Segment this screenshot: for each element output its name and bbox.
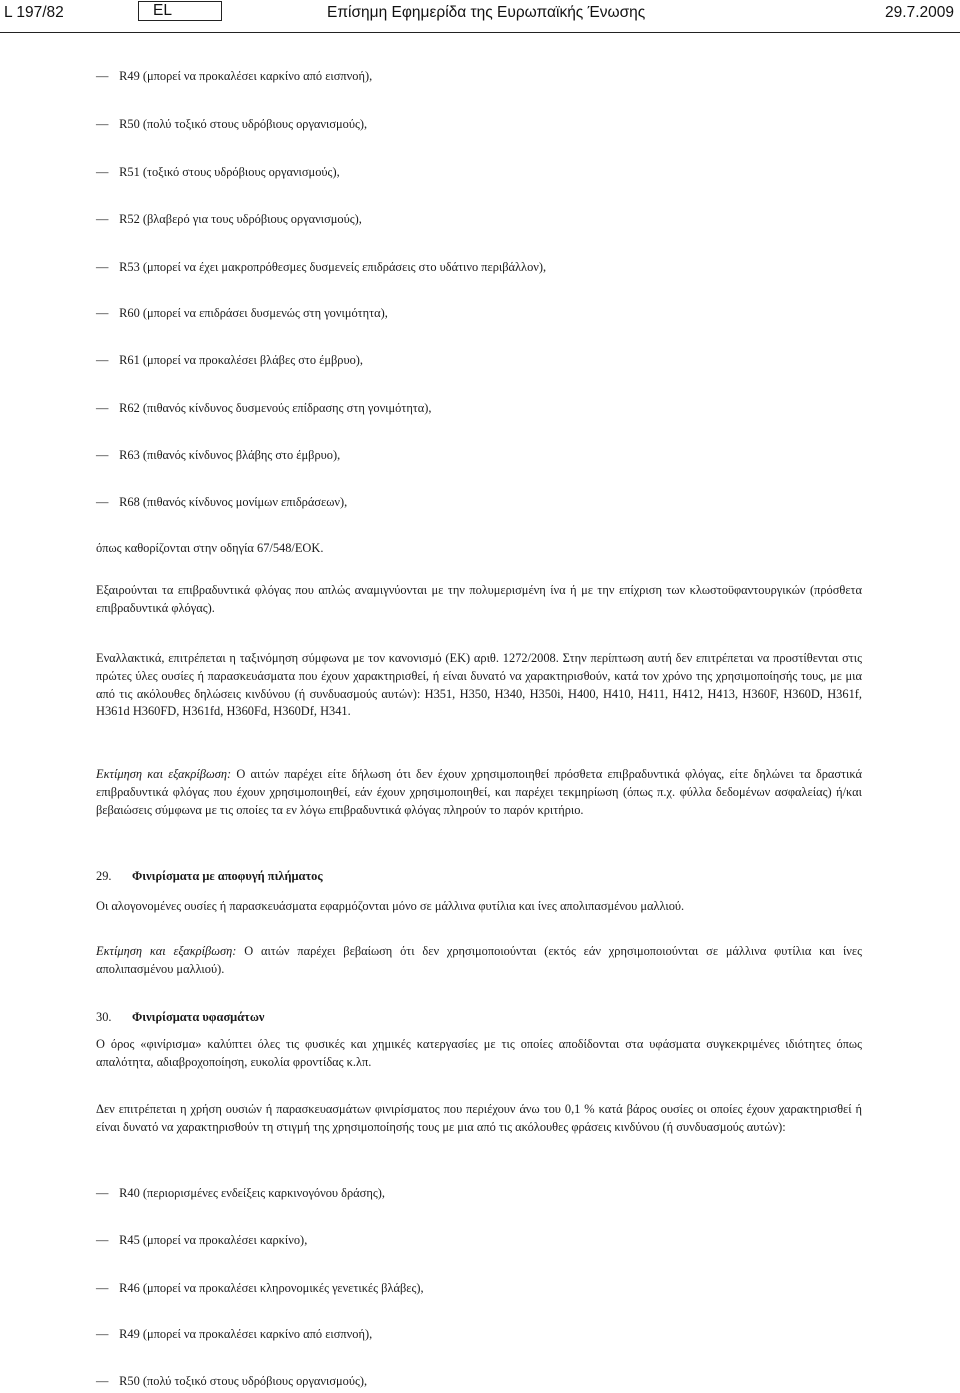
section-30-text-1: Ο όρος «φινίρισμα» καλύπτει όλες τις φυσικές και χημικές κατεργασίες με τις οποίες αποδίδονται στα υφάσματα συγκεκριμένες ιδιότητες όπως απαλότητα, αδιαβροχοποίηση, ευκολία φροντίδας κ.λπ. [96, 1037, 862, 1069]
section-30-text-2: Δεν επιτρέπεται η χρήση ουσιών ή παρασκευασμάτων φινιρίσματος που περιέχουν άνω του 0,1 % κατά βάρος ουσίες οι οποίες έχουν χαρακτηρισθεί ή είναι δυνατό να χαρακτηρισθούν τη στιγμή της χρησιμοποίησής τους με μια από τις ακόλουθες φράσεις κινδύνου (ή συνδυασμούς αυτών): [96, 1102, 862, 1134]
section-29-text: Οι αλογονομένες ουσίες ή παρασκευάσματα εφαρμόζονται μόνο σε μάλλινα φυτίλια και ίνες απολιπασμένου μαλλιού. [96, 899, 685, 913]
list-item: — R50 (πολύ τοξικό στους υδρόβιους οργανισμούς), [96, 1374, 368, 1388]
list-item: — R49 (μπορεί να προκαλέσει καρκίνο από εισπνοή), [96, 1327, 373, 1341]
language-box: EL [138, 1, 222, 21]
list-item: — R68 (πιθανός κίνδυνος μονίμων επιδράσεων), [96, 495, 348, 509]
publication-date: 29.7.2009 [885, 4, 954, 21]
list-item: — R46 (μπορεί να προκαλέσει κληρονομικές γενετικές βλάβες), [96, 1281, 424, 1295]
exemption-paragraph: Εξαιρούνται τα επιβραδυντικά φλόγας που απλώς αναμιγνύονται με την πολυμερισμένη ίνα ή με την επίχριση των κλωστοϋφαντουργικών (πρόσθετα επιβραδυντικά φλόγας). [96, 583, 862, 615]
list-item: — R40 (περιορισμένες ενδείξεις καρκινογόνου δράσης), [96, 1186, 385, 1200]
list-item: — R49 (μπορεί να προκαλέσει καρκίνο από εισπνοή), [96, 69, 373, 83]
journal-title: Επίσημη Εφημερίδα της Ευρωπαϊκής Ένωσης [327, 4, 646, 21]
section-29-assessment: Εκτίμηση και εξακρίβωση: Ο αιτών παρέχει βεβαίωση ότι δεν χρησιμοποιούνται (εκτός εάν χρησιμοποιούνται σε μάλλινα φυτίλια και ίνες απολιπασμένου μαλλιού). [96, 944, 862, 976]
list-item: — R51 (τοξικό στους υδρόβιους οργανισμούς), [96, 165, 340, 179]
directive-reference: όπως καθορίζονται στην οδηγία 67/548/ΕΟΚ. [96, 541, 324, 555]
list-item: — R52 (βλαβερό για τους υδρόβιους οργανισμούς), [96, 212, 362, 226]
section-30-heading: 30. Φινιρίσματα υφασμάτων [96, 1010, 265, 1024]
flame-retardant-assessment [96, 766, 862, 819]
list-item: — R45 (μπορεί να προκαλέσει καρκίνο), [96, 1233, 308, 1247]
section-29-heading: 29. Φινιρίσματα με αποφυγή πιλήματος [96, 869, 323, 883]
list-item: — R53 (μπορεί να έχει μακροπρόθεσμες δυσμενείς επιδράσεις στο υδάτινο περιβάλλον), [96, 260, 547, 274]
assessment-label: Εκτίμηση και εξακρίβωση: [96, 767, 232, 781]
list-item: — R50 (πολύ τοξικό στους υδρόβιους οργανισμούς), [96, 117, 368, 131]
assessment-text: Ο αιτών παρέχει είτε δήλωση ότι δεν έχουν χρησιμοποιηθεί πρόσθετα επιβραδυντικά φλόγας, είτε δηλώνει τα δραστικά επιβραδυντικά φλόγας που έχουν χρησιμοποιηθεί, εάν έχουν χρησιμοποιηθεί, και παρέχει τεκμηρίωση (όπως π.χ. φύλλα δεδομένων ασφαλείας) ή/και βεβαιώσεις σύμφωνα με τις οποίες τα εν λόγω επιβραδυντικά φλόγας πληρούν το παρόν κριτήριο. [96, 767, 862, 817]
list-item: — R62 (πιθανός κίνδυνος δυσμενούς επίδρασης στη γονιμότητα), [96, 401, 432, 415]
header-divider [0, 32, 960, 33]
page-header [0, 0, 960, 36]
alternative-classification-paragraph: Εναλλακτικά, επιτρέπεται η ταξινόμηση σύμφωνα με τον κανονισμό (ΕΚ) αριθ. 1272/2008. Στην περίπτωση αυτή δεν επιτρέπεται να προστίθενται στις πρώτες ύλες ουσίες ή παρασκευάσματα που έχουν χαρακτηρισθεί, ή είναι δυνατό να χαρακτηρισθούν, κατά τον χρόνο της χρησιμοποίησής τους, με μια από τις ακόλουθες δηλώσεις κινδύνου (ή συνδυασμούς αυτών): H351, H350, H340, H350i, H400, H410, H411, H412, H413, H360F, H360D, H361f, H361d H360FD, H361fd, H360Fd, H360Df, H341. [96, 651, 862, 719]
page-reference: L 197/82 [4, 4, 64, 21]
list-item: — R60 (μπορεί να επιδράσει δυσμενώς στη γονιμότητα), [96, 306, 388, 320]
list-item: — R61 (μπορεί να προκαλέσει βλάβες στο έμβρυο), [96, 353, 364, 367]
list-item: — R63 (πιθανός κίνδυνος βλάβης στο έμβρυο), [96, 448, 341, 462]
